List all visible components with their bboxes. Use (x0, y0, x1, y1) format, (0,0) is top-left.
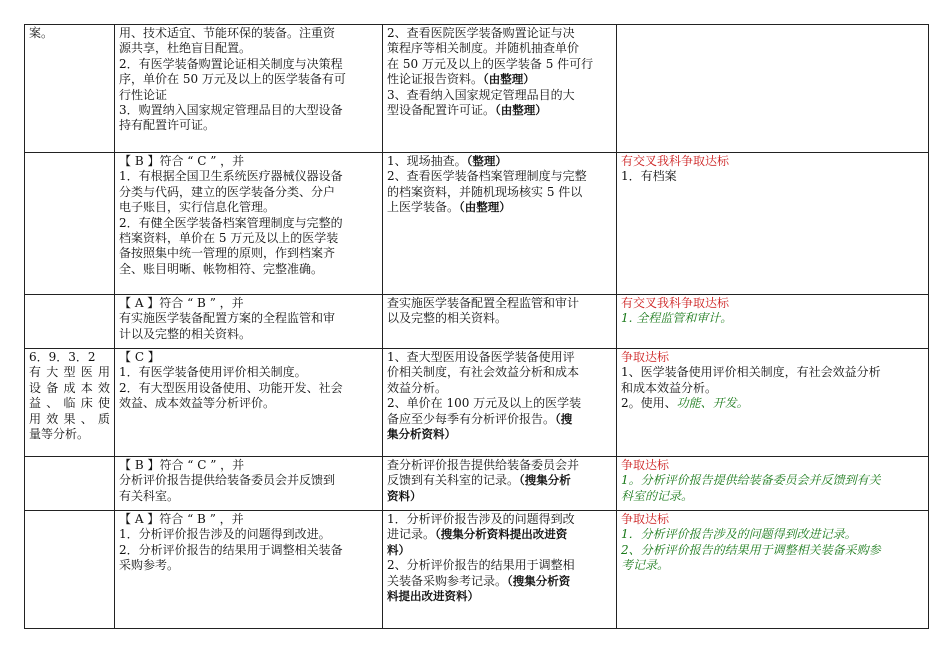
criteria-text-line: 电子账目，实行信息化管理。 (119, 200, 276, 215)
criteria-cell (115, 457, 383, 511)
method-text: 性论证报告资料。 (387, 72, 484, 87)
method-text: 进记录。 (387, 527, 436, 542)
method-text: 2、分析评价报告的结果用于调整相 (387, 558, 575, 573)
table-row (25, 25, 929, 153)
source-note: （搜集分析 (519, 473, 571, 488)
status-text-line (621, 558, 924, 573)
method-text-line (387, 458, 612, 473)
source-note: （由整理） (483, 72, 535, 87)
table-row (25, 295, 929, 349)
method-text-line (387, 589, 612, 604)
method-text: 3、查看纳入国家规定管理品目的大 (387, 87, 575, 102)
status-cell (617, 349, 929, 457)
method-cell (383, 153, 617, 295)
criteria-text-line: 源共享，杜绝盲目配置。 (119, 41, 252, 56)
method-text-line (387, 57, 612, 72)
source-note: （由整理） (495, 103, 547, 118)
criteria-text-line: 档案资料，单价在 5 万元及以上的医学装 (119, 231, 339, 246)
status-text: 1．有档案 (621, 169, 677, 184)
status-cell (617, 153, 929, 295)
status-text: 1. 全程监管和审计。 (621, 311, 733, 326)
status-text-line (621, 381, 924, 396)
method-text: 2、查看医院医学装备购置论证与决 (387, 26, 575, 40)
item-text-line: 案。 (29, 26, 54, 40)
criteria-text-line: 计以及完整的相关资料。 (119, 326, 252, 341)
method-text-line (387, 26, 612, 41)
criteria-text-line: 持有配置许可证。 (119, 118, 216, 133)
criteria-text-line: 采购参考。 (119, 558, 180, 573)
method-text-line (387, 296, 612, 311)
method-text: 以及完整的相关资料。 (387, 311, 508, 326)
source-note: （整理） (466, 154, 507, 168)
source-note: 料） (387, 542, 410, 557)
method-text-line (387, 543, 612, 558)
method-text-line (387, 200, 612, 215)
method-text: 型设备配置许可证。 (387, 103, 496, 118)
status-title: 争取达标 (621, 350, 670, 364)
criteria-text-line: 【 B 】符合 “ C ” ，并 (119, 154, 245, 168)
method-text: 关装备采购参考记录。 (387, 573, 508, 588)
item-text-line: 6．9．3．2 (29, 350, 96, 364)
item-text-line: 有大型医用 (29, 365, 110, 380)
method-text: 在 50 万元及以上的医学装备 5 件可行 (387, 56, 594, 71)
status-text: 2、分析评价报告的结果用于调整相关装备采购参 (621, 542, 881, 557)
method-text-line (387, 381, 612, 396)
method-text-line (387, 350, 612, 365)
method-text-line (387, 527, 612, 542)
method-cell (383, 25, 617, 153)
status-text-line (621, 169, 924, 184)
source-note: 料提出改进资料） (387, 589, 479, 604)
criteria-text-line: 【 A 】符合 “ B ” ，并 (119, 296, 244, 310)
method-text-line (387, 574, 612, 589)
method-text-line (387, 185, 612, 200)
status-title: 有交叉我科争取达标 (621, 154, 730, 168)
method-cell (383, 457, 617, 511)
method-text-line (387, 365, 612, 380)
method-text-line (387, 41, 612, 56)
method-text: 策程序等相关制度。并随机抽查单价 (387, 41, 580, 56)
source-note: 集分析资料） (387, 427, 456, 442)
status-highlight: 功能、开发。 (676, 396, 749, 411)
criteria-cell (115, 349, 383, 457)
method-text-line (387, 88, 612, 103)
status-cell (617, 25, 929, 153)
status-text: 1。分析评价报告提供给装备委员会并反馈到有关 (621, 473, 881, 488)
method-text-line (387, 72, 612, 87)
criteria-text-line: 1．分析评价报告涉及的问题得到改进。 (119, 527, 331, 542)
method-text: 查分析评价报告提供给装备委员会并 (387, 458, 580, 472)
standards-table (24, 24, 929, 629)
criteria-text-line: 分析评价报告提供给装备委员会并反馈到 (119, 473, 336, 488)
method-text: 备应至少每季有分析评价报告。 (387, 411, 556, 426)
table-row (25, 511, 929, 629)
criteria-text-line: 有关科室。 (119, 488, 180, 503)
source-note: （搜 (555, 411, 573, 426)
status-text: 1、医学装备使用评价相关制度，有社会效益分析 (621, 365, 881, 380)
table-row (25, 349, 929, 457)
status-text-line (621, 473, 924, 488)
method-text-line (387, 169, 612, 184)
method-text: 效益分析。 (387, 380, 448, 395)
criteria-text-line: 有实施医学装备配置方案的全程监管和审 (119, 311, 336, 326)
method-text-line (387, 489, 612, 504)
method-text-line (387, 412, 612, 427)
table-row (25, 457, 929, 511)
status-text: 考记录。 (621, 558, 670, 573)
status-text-line (621, 311, 924, 326)
status-text-line (621, 396, 924, 411)
status-text-line (621, 489, 924, 504)
status-text: 科室的记录。 (621, 488, 694, 503)
status-cell (617, 457, 929, 511)
method-text: 查实施医学装备配置全程监管和审计 (387, 296, 580, 310)
method-text-line (387, 473, 612, 488)
status-text-line (621, 543, 924, 558)
method-text-line (387, 103, 612, 118)
status-cell (617, 295, 929, 349)
item-cell (25, 25, 115, 153)
criteria-text-line: 用、技术适宜、节能环保的装备。注重资 (119, 26, 336, 40)
status-text-line (621, 527, 924, 542)
method-text-line (387, 154, 612, 169)
method-text-line (387, 311, 612, 326)
criteria-text-line: 2．分析评价报告的结果用于调整相关装备 (119, 542, 343, 557)
method-cell (383, 511, 617, 629)
status-title: 有交叉我科争取达标 (621, 296, 730, 310)
item-text-line: 量等分析。 (29, 427, 90, 442)
table-row (25, 153, 929, 295)
item-text-line: 益、临床使 (29, 396, 110, 411)
item-cell (25, 349, 115, 457)
status-text: 和成本效益分析。 (621, 380, 718, 395)
status-text-line (621, 365, 924, 380)
criteria-cell (115, 153, 383, 295)
method-text: 1、现场抽查。 (387, 154, 467, 168)
criteria-text-line: 1．有医学装备使用评价相关制度。 (119, 365, 307, 380)
criteria-cell (115, 295, 383, 349)
item-cell (25, 295, 115, 349)
source-note: 资料） (387, 488, 422, 503)
method-text: 2、查看医学装备档案管理制度与完整 (387, 169, 587, 184)
criteria-text-line: 分类与代码，建立的医学装备分类、分户 (119, 184, 336, 199)
status-title: 争取达标 (621, 512, 670, 526)
method-text: 反馈到有关科室的记录。 (387, 473, 520, 488)
criteria-cell (115, 511, 383, 629)
item-cell (25, 153, 115, 295)
criteria-text-line: 【 A 】符合 “ B ” ，并 (119, 512, 244, 526)
status-text: 1．分析评价报告涉及的问题得到改进记录。 (621, 527, 857, 542)
item-text-line: 用效果、质 (29, 411, 110, 426)
item-cell (25, 511, 115, 629)
method-text-line (387, 396, 612, 411)
method-text-line (387, 427, 612, 442)
criteria-text-line: 全、账目明晰、帐物相符、完整准确。 (119, 261, 324, 276)
source-note: （搜集分析资 (507, 573, 571, 588)
criteria-text-line: 效益、成本效益等分析评价。 (119, 396, 276, 411)
method-text: 1、查大型医用设备医学装备使用评 (387, 350, 575, 364)
method-text: 2、单价在 100 万元及以上的医学装 (387, 396, 582, 411)
item-text-line: 设备成本效 (29, 380, 110, 395)
criteria-text-line: 【 B 】符合 “ C ” ，并 (119, 458, 245, 472)
status-cell (617, 511, 929, 629)
criteria-cell (115, 25, 383, 153)
criteria-text-line: 1．有根据全国卫生系统医疗器械仪器设备 (119, 169, 343, 184)
method-text-line (387, 558, 612, 573)
criteria-text-line: 【 C 】 (119, 350, 160, 364)
method-cell (383, 349, 617, 457)
method-text-line (387, 512, 612, 527)
status-text: 2。使用、 (621, 396, 677, 411)
method-cell (383, 295, 617, 349)
criteria-text-line: 2．有大型医用设备使用、功能开发、社会 (119, 380, 343, 395)
criteria-text-line: 备按照集中统一管理的原则，作到档案齐 (119, 246, 336, 261)
item-cell (25, 457, 115, 511)
method-text: 1．分析评价报告涉及的问题得到改 (387, 512, 575, 526)
criteria-text-line: 行性论证 (119, 87, 168, 102)
criteria-text-line: 2．有健全医学装备档案管理制度与完整的 (119, 215, 343, 230)
method-text: 上医学装备。 (387, 200, 460, 215)
method-text: 的档案资料，并随机现场核实 5 件以 (387, 184, 583, 199)
status-title: 争取达标 (621, 458, 670, 472)
criteria-text-line: 2．有医学装备购置论证相关制度与决策程 (119, 56, 343, 71)
source-note: （搜集分析资料提出改进资 (435, 527, 568, 542)
method-text: 价相关制度，有社会效益分析和成本 (387, 365, 580, 380)
criteria-text-line: 序，单价在 50 万元及以上的医学装备有可 (119, 72, 346, 87)
criteria-text-line: 3．购置纳入国家规定管理品目的大型设备 (119, 103, 343, 118)
source-note: （由整理） (459, 200, 511, 215)
